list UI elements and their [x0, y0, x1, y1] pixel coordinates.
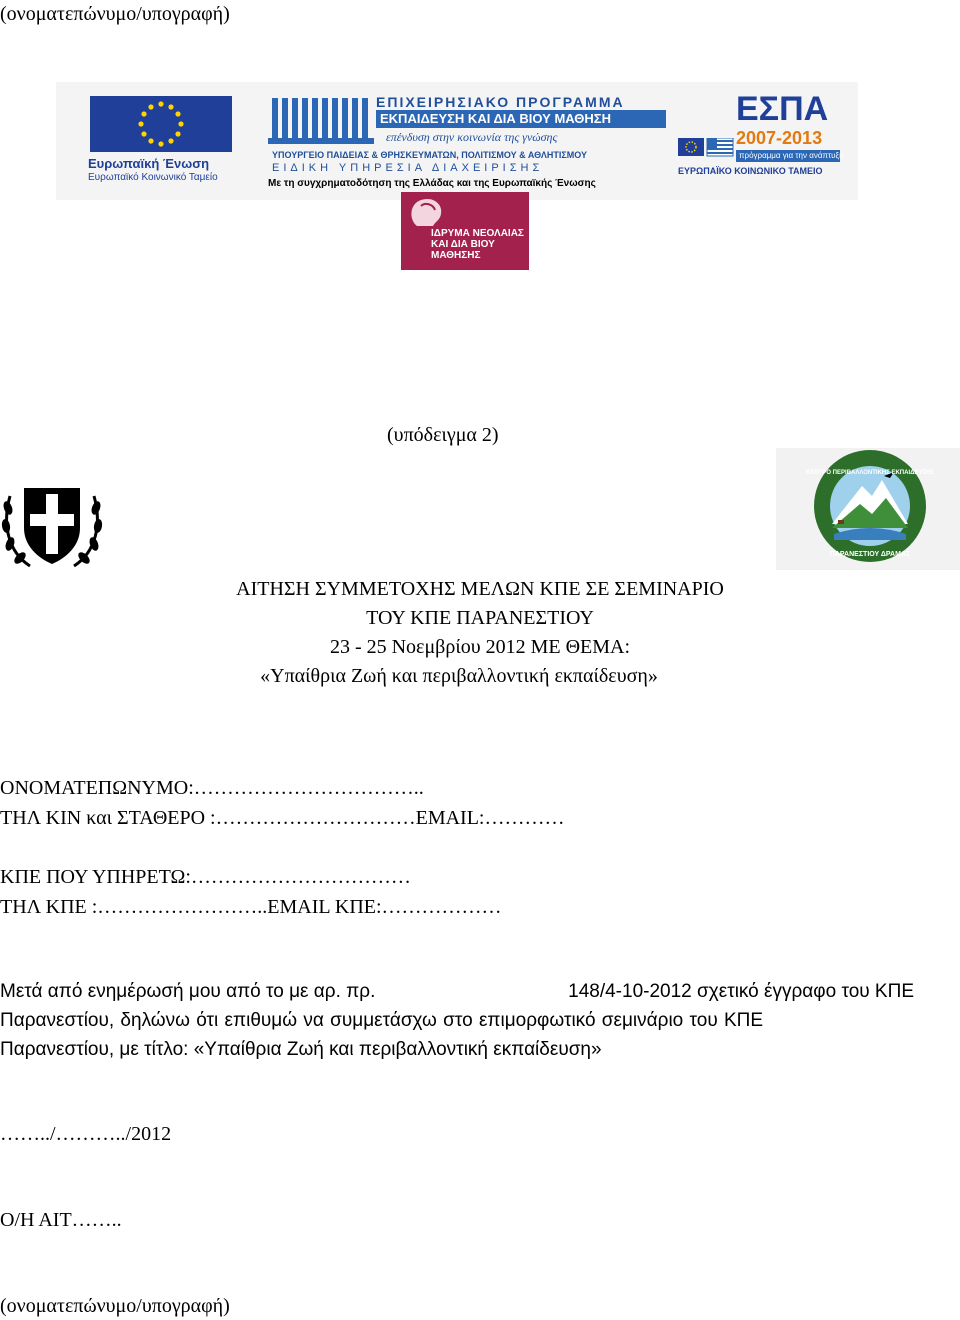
declaration-line-2: Παρανεστίου, δηλώνω ότι επιθυμώ να συμμετάσχω στο επιμορφωτικό σεμινάριο του ΚΠΕ	[0, 1010, 764, 1031]
sample-label: (υπόδειγμα 2)	[387, 424, 499, 446]
declaration-line-3: Παρανεστίου, με τίτλο: «Υπαίθρια Ζωή και περιβαλλοντική εκπαίδευση»	[0, 1039, 602, 1060]
applicant-label: Ο/Η ΑΙΤ……..	[0, 1209, 122, 1231]
program-slogan: επένδυση στην κοινωνία της γνώσης	[386, 130, 558, 144]
declaration-line-1-end: 148/4-10-2012 σχετικό έγγραφο του ΚΠΕ	[568, 981, 914, 1002]
eu-flag-icon	[90, 96, 232, 152]
top-signature-label: (ονοματεπώνυμο/υπογραφή)	[0, 3, 230, 25]
declaration-line-1	[0, 980, 914, 1004]
espa-program: πρόγραμμα για την ανάπτυξη	[736, 150, 840, 162]
columns-icon	[268, 92, 376, 150]
phone-email-field: ΤΗΛ ΚΙΝ και ΣΤΑΘΕΡΟ :…………………………EMAIL:…………	[0, 807, 565, 829]
flags-icon	[678, 138, 734, 162]
profile-head-icon	[407, 196, 447, 230]
espa-fund: ΕΥΡΩΠΑΪΚΟ ΚΟΙΝΩΝΙΚΟ ΤΑΜΕΙΟ	[678, 166, 823, 176]
espa-logo	[678, 90, 848, 190]
kpe-paranestiou-logo	[776, 448, 960, 570]
program-name: ΕΚΠΑΙΔΕΥΣΗ ΚΑΙ ΔΙΑ ΒΙΟΥ ΜΑΘΗΣΗ	[376, 110, 666, 128]
declaration-line-1-start: Μετά από ενημέρωσή μου από το με αρ. πρ.	[0, 981, 376, 1002]
espa-title: ΕΣΠΑ	[736, 90, 829, 128]
eu-subtitle: Ευρωπαϊκό Κοινωνικό Ταμείο	[88, 172, 218, 183]
name-field: ΟΝΟΜΑΤΕΠΩΝΥΜΟ:……………………………..	[0, 777, 424, 799]
inedivim-name: ΙΔΡΥΜΑ ΝΕΟΛΑΙΑΣ ΚΑΙ ΔΙΑ ΒΙΟΥ ΜΑΘΗΣΗΣ	[431, 228, 524, 261]
management-service: ΕΙΔΙΚΗ ΥΠΗΡΕΣΙΑ ΔΙΑΧΕΙΡΙΣΗΣ	[272, 162, 544, 174]
title-line-2: ΤΟΥ ΚΠΕ ΠΑΡΑΝΕΣΤΙΟΥ	[366, 607, 594, 629]
program-title: ΕΠΙΧΕΙΡΗΣΙΑΚΟ ΠΡΟΓΡΑΜΜΑ	[376, 94, 625, 110]
greek-coat-of-arms-icon	[0, 474, 104, 574]
title-line-1: ΑΙΤΗΣΗ ΣΥΜΜΕΤΟΧΗΣ ΜΕΛΩΝ ΚΠΕ ΣΕ ΣΕΜΙΝΑΡΙΟ	[236, 578, 724, 600]
operational-program-logo	[268, 92, 678, 192]
espa-years: 2007-2013	[736, 128, 823, 148]
eu-name: Ευρωπαϊκή Ένωση	[88, 156, 210, 171]
title-line-3: 23 - 25 Νοεμβρίου 2012 ΜΕ ΘΕΜΑ:	[329, 636, 631, 658]
cofunding-note: Με τη συγχρηματοδότηση της Ελλάδας και της Ευρωπαϊκής Ένωσης	[268, 178, 596, 189]
inedivim-logo	[401, 192, 529, 270]
date-field: ……../………../2012	[0, 1123, 172, 1145]
ministry-name: ΥΠΟΥΡΓΕΙΟ ΠΑΙΔΕΙΑΣ & ΘΡΗΣΚΕΥΜΑΤΩΝ, ΠΟΛΙΤΙΣΜΟΥ & ΑΘΛΗΤΙΣΜΟΥ	[272, 150, 587, 160]
title-line-4: «Υπαίθρια Ζωή και περιβαλλοντική εκπαίδευση»	[260, 665, 658, 687]
kpe-service-field: ΚΠΕ ΠΟΥ ΥΠΗΡΕΤΩ:……………………………	[0, 866, 411, 888]
kpe-phone-email-field: ΤΗΛ ΚΠΕ :……………………..EMAIL ΚΠΕ:………………	[0, 896, 502, 918]
kpe-ring-top: ΚΕΝΤΡΟ ΠΕΡΙΒΑΛΛΟΝΤΙΚΗΣ ΕΚΠΑΙΔΕΥΣΗΣ	[806, 470, 934, 476]
kpe-ring-bottom: ΠΑΡΑΝΕΣΤΙΟΥ ΔΡΑΜΑΣ	[829, 551, 911, 558]
eu-logo	[86, 96, 236, 188]
bottom-signature-label: (ονοματεπώνυμο/υπογραφή)	[0, 1295, 230, 1317]
